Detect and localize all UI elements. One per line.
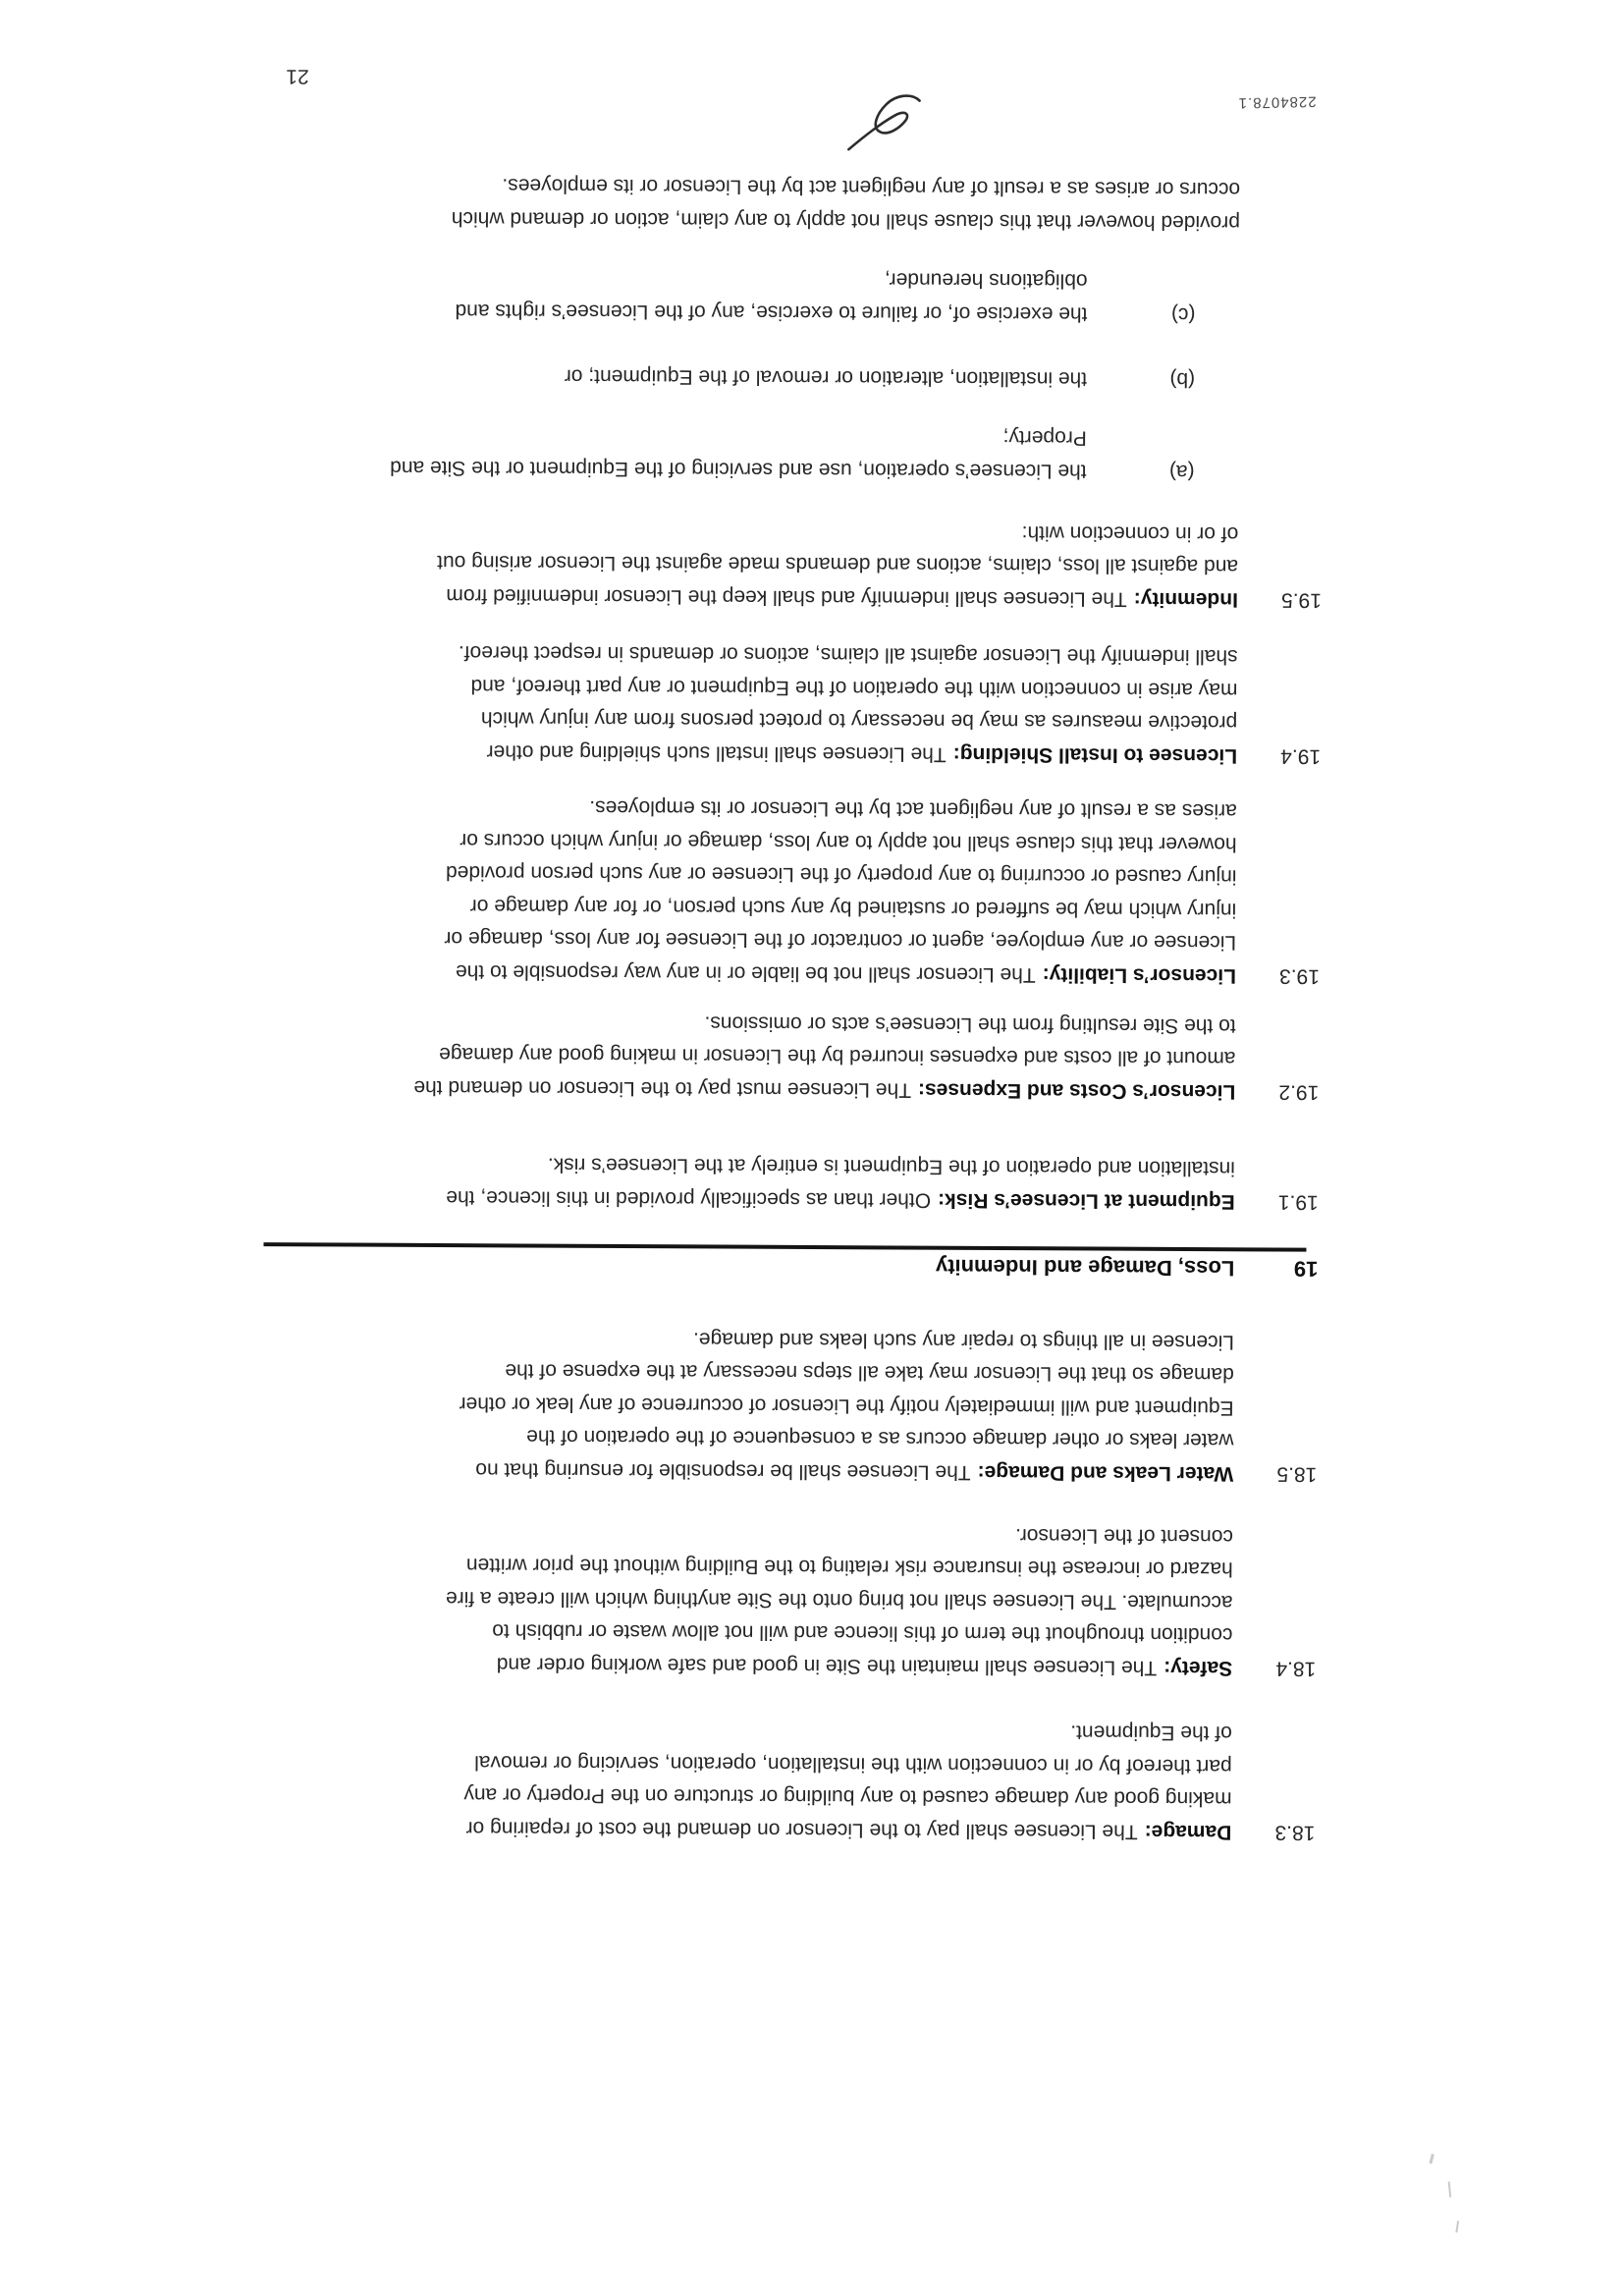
clause-line: making good any damage caused to any building or structure on the Property or any (463, 1783, 1232, 1811)
clause-line: Licensee or any employee, agent or contractor of the Licensee for any loss, damage or (444, 927, 1237, 955)
clause-label: Equipment at Licensee’s Risk: (938, 1188, 1235, 1214)
clause-line: however that this clause shall not apply to any loss, damage or injury which occurs or (460, 828, 1237, 855)
clause-line: Indemnity:The Licensee shall indemnify and shall keep the Licensor indemnified from (446, 584, 1238, 612)
closing-line: provided however that this clause shall not apply to any claim, action or demand which (451, 207, 1240, 235)
subitem-marker: (a) (1168, 460, 1195, 484)
clause-line: part thereof by or in connection with the installation, operation, servicing or removal (474, 1751, 1232, 1778)
subitem-a (213, 417, 1195, 488)
clause-line: injury which may be suffered or sustained by any such person, or for any damage or (469, 894, 1237, 922)
subitem-line: obligations hereunder, (884, 268, 1088, 293)
handwritten-initial-mark-icon (842, 88, 925, 157)
clause-label: Indemnity: (1133, 587, 1238, 612)
clause-number: 18.5 (1276, 1462, 1318, 1486)
clause-number: 19.4 (1280, 744, 1322, 768)
clause-line: Equipment at Licensee’s Risk:Other than as specifically provided in this licence, the (446, 1186, 1235, 1214)
clause-line: installation and operation of the Equipment is entirely at the Licensee’s risk. (547, 1154, 1235, 1180)
clause-number: 19.2 (1278, 1080, 1320, 1104)
clause-18-4 (196, 1514, 1317, 1685)
clause-line: arises as a result of any negligent act by the Licensor or its employees. (589, 795, 1237, 823)
clause-19-1 (199, 1147, 1319, 1219)
clause-label: Licensor’s Costs and Expenses: (917, 1078, 1236, 1104)
subitem-line: the installation, alteration or removal of the Equipment; or (564, 364, 1088, 391)
section-heading-19 (198, 1246, 1318, 1285)
clause-line: consent of the Licensor. (1015, 1523, 1233, 1548)
subitem-line: the Licensee’s operation, use and servicing of the Equipment or the Site and (390, 456, 1087, 483)
clause-number: 18.3 (1274, 1821, 1316, 1844)
document-id: 2284078.1 (1237, 92, 1317, 112)
clause-line: shall indemnify the Licensor against all claims, actions or demands in respect thereof. (458, 641, 1238, 669)
clause-line: condition throughout the term of this licence and will not allow waste or rubbish to (492, 1619, 1233, 1647)
clause-19-2 (199, 1004, 1320, 1109)
clause-line: Licensee in all things to repair any such leaks and damage. (692, 1327, 1235, 1353)
clause-line: to the Site resulting from the Licensee’s acts or omissions. (704, 1011, 1236, 1038)
clause-line: Equipment and will immediately notify the Licensor of occurrence of any leak or other (459, 1392, 1234, 1420)
clause-line: damage so that the Licensor may take all steps necessary at the expense of the (505, 1359, 1234, 1387)
clause-line: of the Equipment. (1070, 1721, 1232, 1745)
clause-label: Safety: (1163, 1656, 1233, 1680)
clause-label: Licensee to Install Shielding: (952, 742, 1238, 768)
subitem-c (213, 260, 1195, 331)
clause-line: Licensor’s Costs and Expenses:The Licensee must pay to the Licensor on demand the (413, 1075, 1236, 1104)
clause-number: 19.1 (1277, 1190, 1319, 1214)
clause-number: 18.4 (1275, 1657, 1317, 1680)
subitem-line: Property; (1002, 426, 1087, 450)
section-heading-title: Loss, Damage and Indemnity (935, 1254, 1235, 1282)
clause-number: 19.3 (1278, 964, 1320, 988)
clause-19-5 (202, 512, 1323, 617)
clause-line: Licensee to Install Shielding:The Licensee shall install such shielding and other (486, 740, 1238, 768)
clause-label: Licensor’s Liability: (1042, 963, 1236, 988)
clause-label: Water Leaks and Damage: (977, 1460, 1234, 1486)
clause-label: Damage: (1144, 1820, 1232, 1844)
clause-line: Damage:The Licensee shall pay to the Licensor on demand the cost of repairing or (465, 1817, 1232, 1844)
clause-19-4 (201, 634, 1322, 772)
clause-18-3 (195, 1711, 1316, 1848)
pencil-speck (1448, 2181, 1452, 2197)
section-heading-number: 19 (1293, 1256, 1319, 1282)
pencil-speck (1455, 2220, 1459, 2232)
clause-line: and against all loss, claims, actions and demands made against the Licensor arising out (437, 551, 1239, 578)
clause-line: Safety:The Licensee shall maintain the Site in good and safe working order and (496, 1653, 1233, 1680)
clause-line: Licensor’s Liability:The Licensor shall not be liable or in any way responsible to the (455, 960, 1236, 988)
closing-line: occurs or arises as a result of any negligent act by the Licensor or its employees. (502, 174, 1241, 201)
clause-19-3 (200, 789, 1321, 993)
clause-line: water leaks or other damage occurs as a consequence of the operation of the (526, 1425, 1234, 1452)
clause-line: amount of all costs and expenses incurred by the Licensor in making good any damage (439, 1043, 1236, 1070)
pencil-speck (1429, 2154, 1434, 2163)
clause-line: accumulate. The Licensee shall not bring onto the Site anything which will create a fire (445, 1586, 1233, 1614)
clause-line: hazard or increase the insurance risk relating to the Building without the prior written (465, 1554, 1233, 1581)
subitem-marker: (c) (1170, 302, 1196, 327)
subitem-line: the exercise of, or failure to exercise, any of the Licensee’s rights and (455, 300, 1088, 326)
clause-line: of or in connection with: (1021, 520, 1239, 546)
clause-line: Water Leaks and Damage:The Licensee shall be responsible for ensuring that no (475, 1458, 1234, 1486)
clause-line: injury caused or occurring to any property of the Licensee or any such person provided (445, 861, 1237, 889)
page-number: 21 (286, 65, 309, 88)
clause-number: 19.5 (1280, 588, 1322, 612)
subitem-marker: (b) (1169, 367, 1196, 392)
subitem-b (213, 357, 1195, 396)
closing-proviso (209, 168, 1240, 240)
clause-18-5 (197, 1320, 1318, 1491)
clause-line: protective measures as may be necessary to protect persons from any injury which (480, 707, 1238, 735)
clause-line: may arise in connection with the operation of the Equipment or any part thereof, and (470, 674, 1238, 702)
